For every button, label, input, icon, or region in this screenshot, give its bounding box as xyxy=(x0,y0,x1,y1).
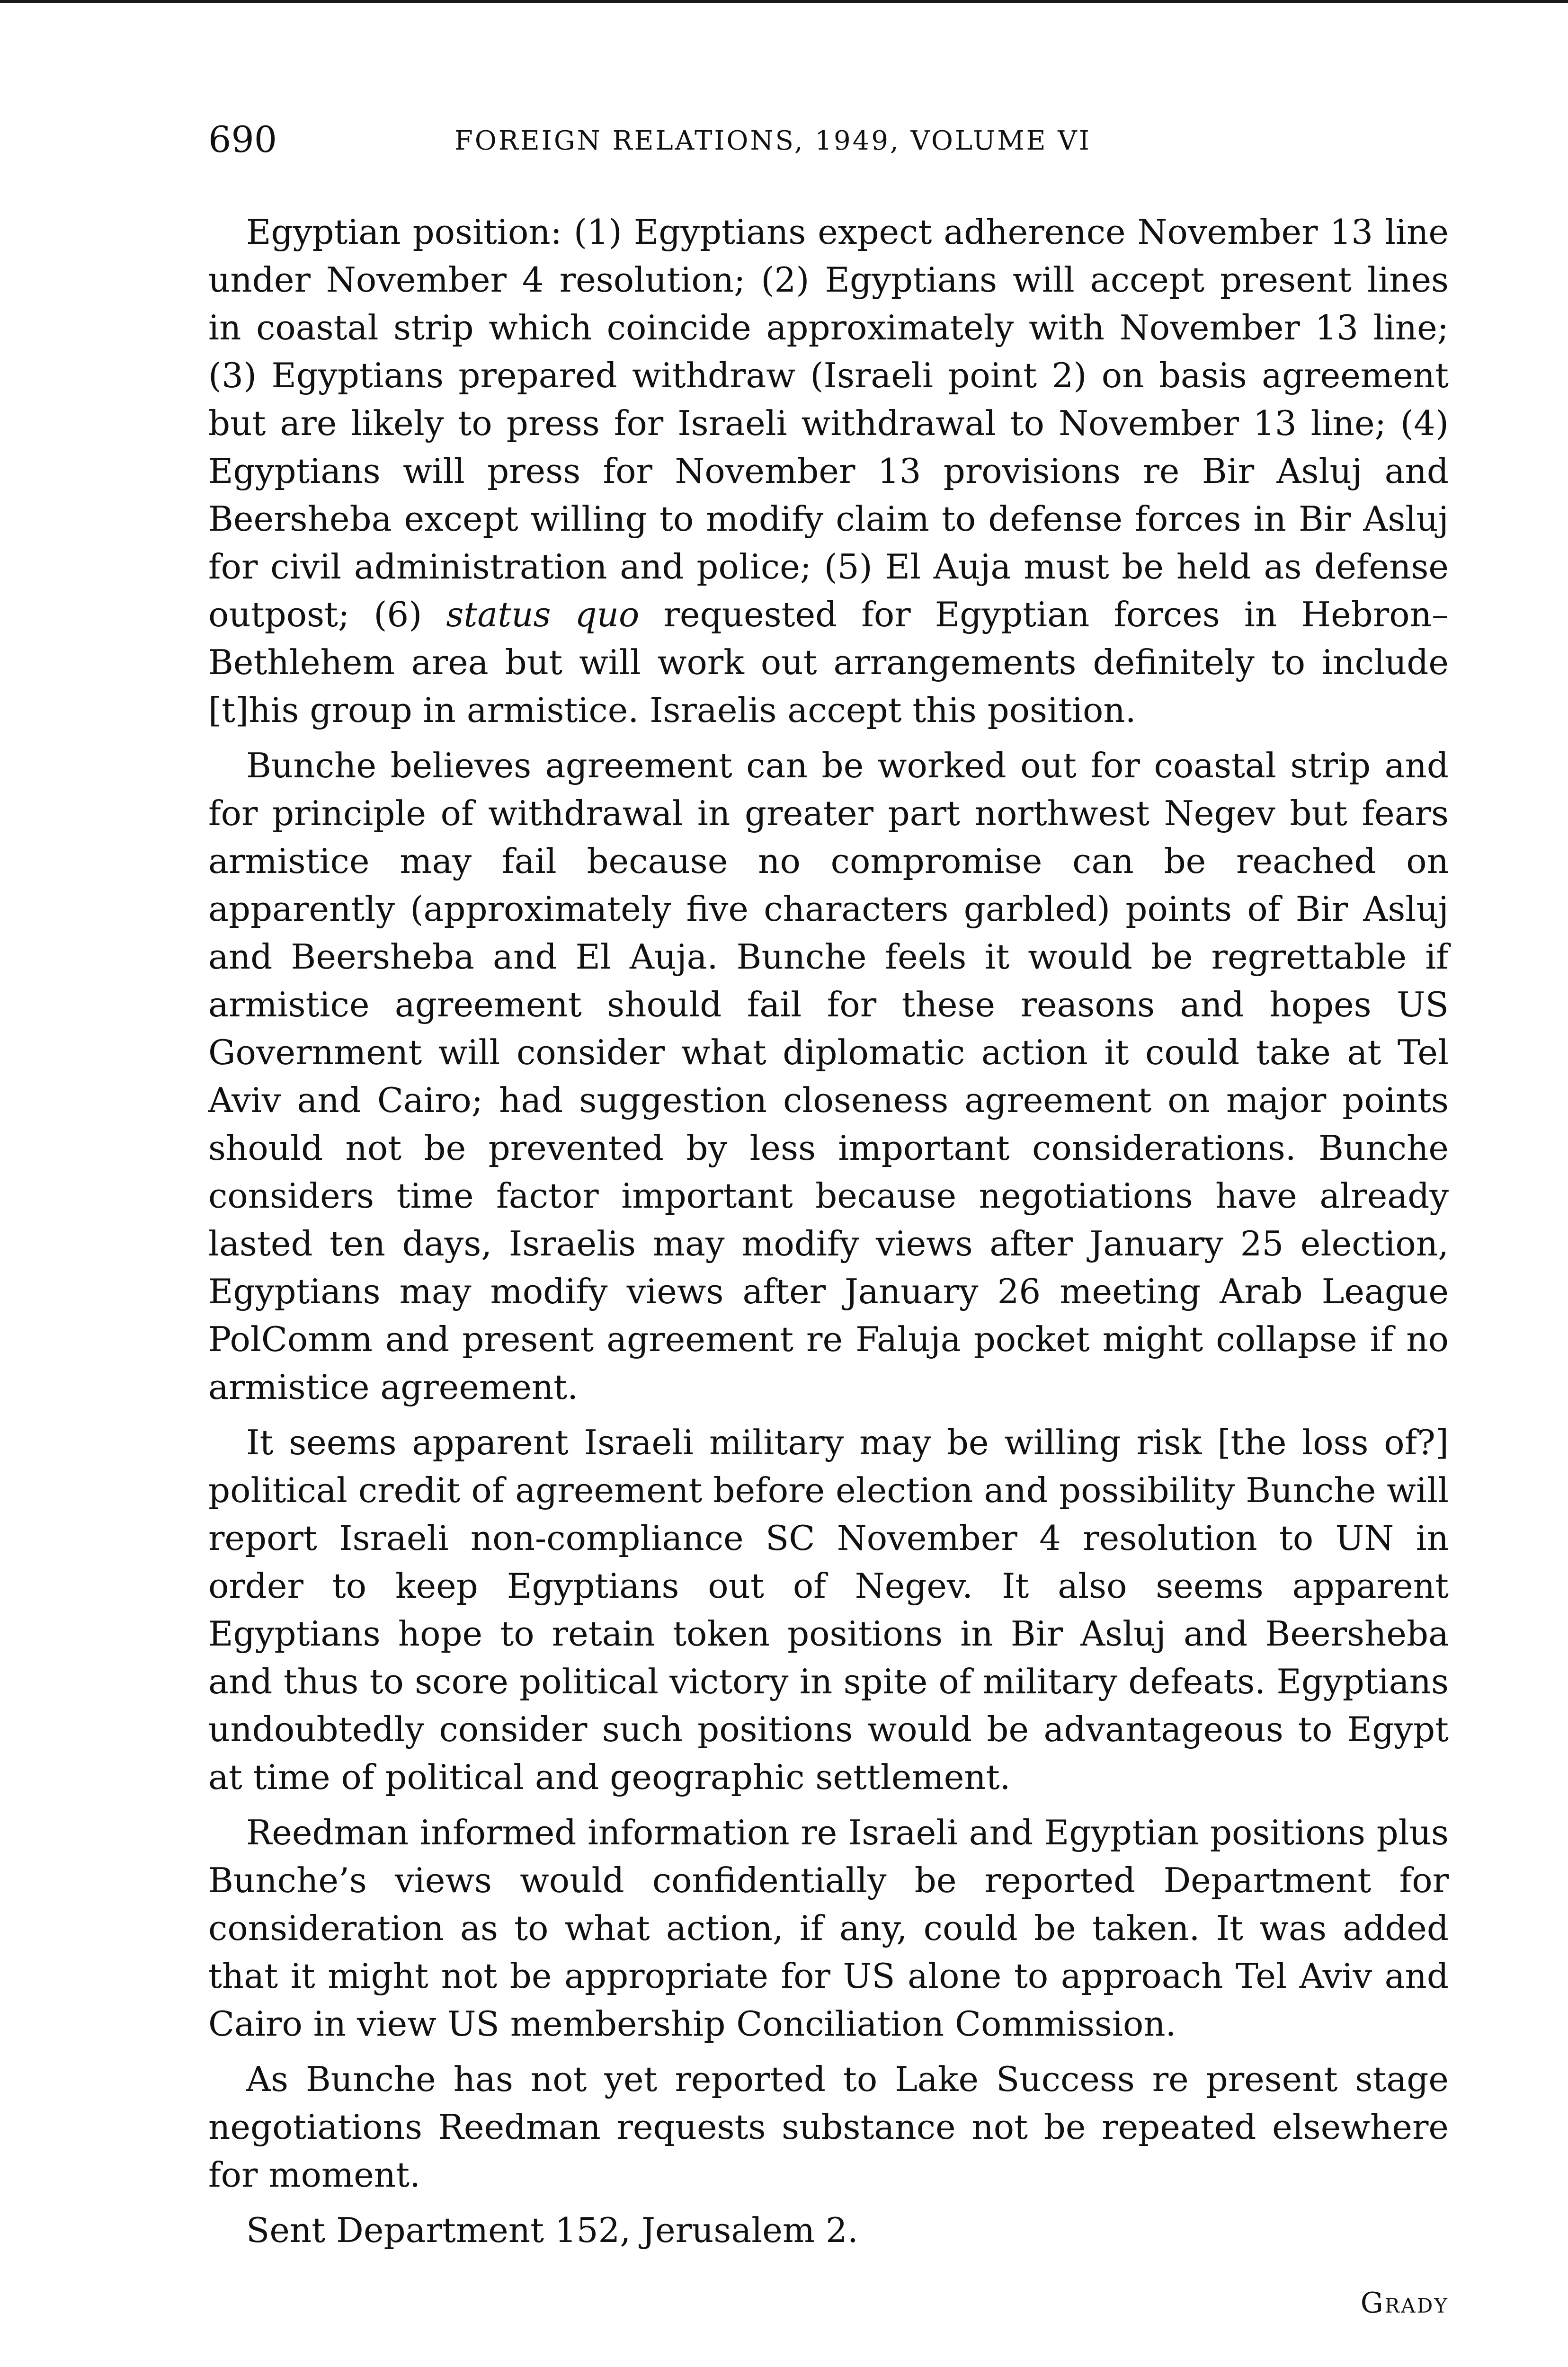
status-quo-italic: status quo xyxy=(446,595,640,634)
running-title: FOREIGN RELATIONS, 1949, VOLUME VI xyxy=(454,125,1091,156)
paragraph-text: Egyptian position: (1) Egyptians expect adherence November 13 line under November 4 resolution; (2) Egyptians will accept present lines in coastal strip which coincide approximately with November 13 line; (3) Egyptians prepared withdraw (Israeli point 2) on basis agreement but are likely to press for Israeli withdrawal to November 13 line; (4) Egyptians will press for November 13 provisions re Bir Asluj and Beersheba except willing to modify claim to defense forces in Bir Asluj for civil administration and police; (5) El Auja must be held as defense outpost; (6) xyxy=(208,212,1449,634)
paragraph-text-continued: requested for Egyptian forces in Hebron–Bethlehem area but will work out arrangements definitely to include [t]his group in armistice. Israelis accept this position. xyxy=(208,595,1449,730)
paragraph-bunche-believes: Bunche believes agreement can be worked out for coastal strip and for principle of withdrawal in greater part northwest Negev but fears armistice may fail because no compromise can be reached on apparently (approximately five characters garbled) points of Bir Asluj and Beersheba and El Auja. Bunche feels it would be regrettable if armistice agreement should fail for these reasons and hopes US Government will consider what diplomatic action it could take at Tel Aviv and Cairo; had suggestion closeness agreement on major points should not be prevented by less important considerations. Bunche considers time factor important because negotiations have already lasted ten days, Israelis may modify views after January 25 election, Egyptians may modify views after January 26 meeting Arab League PolComm and present agreement re Faluja pocket might collapse if no armistice agreement. xyxy=(208,746,1449,1407)
paragraph-sent-department: Sent Department 152, Jerusalem 2. xyxy=(246,2210,858,2250)
running-head xyxy=(208,118,1449,161)
paragraph-egyptian-position xyxy=(208,208,1449,734)
document-body xyxy=(208,208,1449,2262)
top-border-rule xyxy=(0,0,1568,3)
paragraph-it-seems-apparent: It seems apparent Israeli military may be willing risk [the loss of?] political credit of agreement before election and possibility Bunche will report Israeli non-compliance SC November 4 resolution to UN in order to keep Egyptians out of Negev. It also seems apparent Egyptians hope to retain token positions in Bir Asluj and Beersheba and thus to score political victory in spite of military defeats. Egyptians undoubtedly consider such positions would be advantageous to Egypt at time of political and geographic settlement. xyxy=(208,1423,1449,1797)
page-number: 690 xyxy=(208,118,277,160)
paragraph-reedman-informed: Reedman informed information re Israeli and Egyptian positions plus Bunche’s views would confidentially be reported Department for consideration as to what action, if any, could be taken. It was added that it might not be appropriate for US alone to approach Tel Aviv and Cairo in view US membership Conciliation Commission. xyxy=(208,1813,1449,2044)
paragraph-as-bunche-has-not: As Bunche has not yet reported to Lake Success re present stage negotiations Reedman requests substance not be repeated elsewhere for moment. xyxy=(208,2059,1449,2195)
signature-grady: Grady xyxy=(1360,2287,1449,2320)
